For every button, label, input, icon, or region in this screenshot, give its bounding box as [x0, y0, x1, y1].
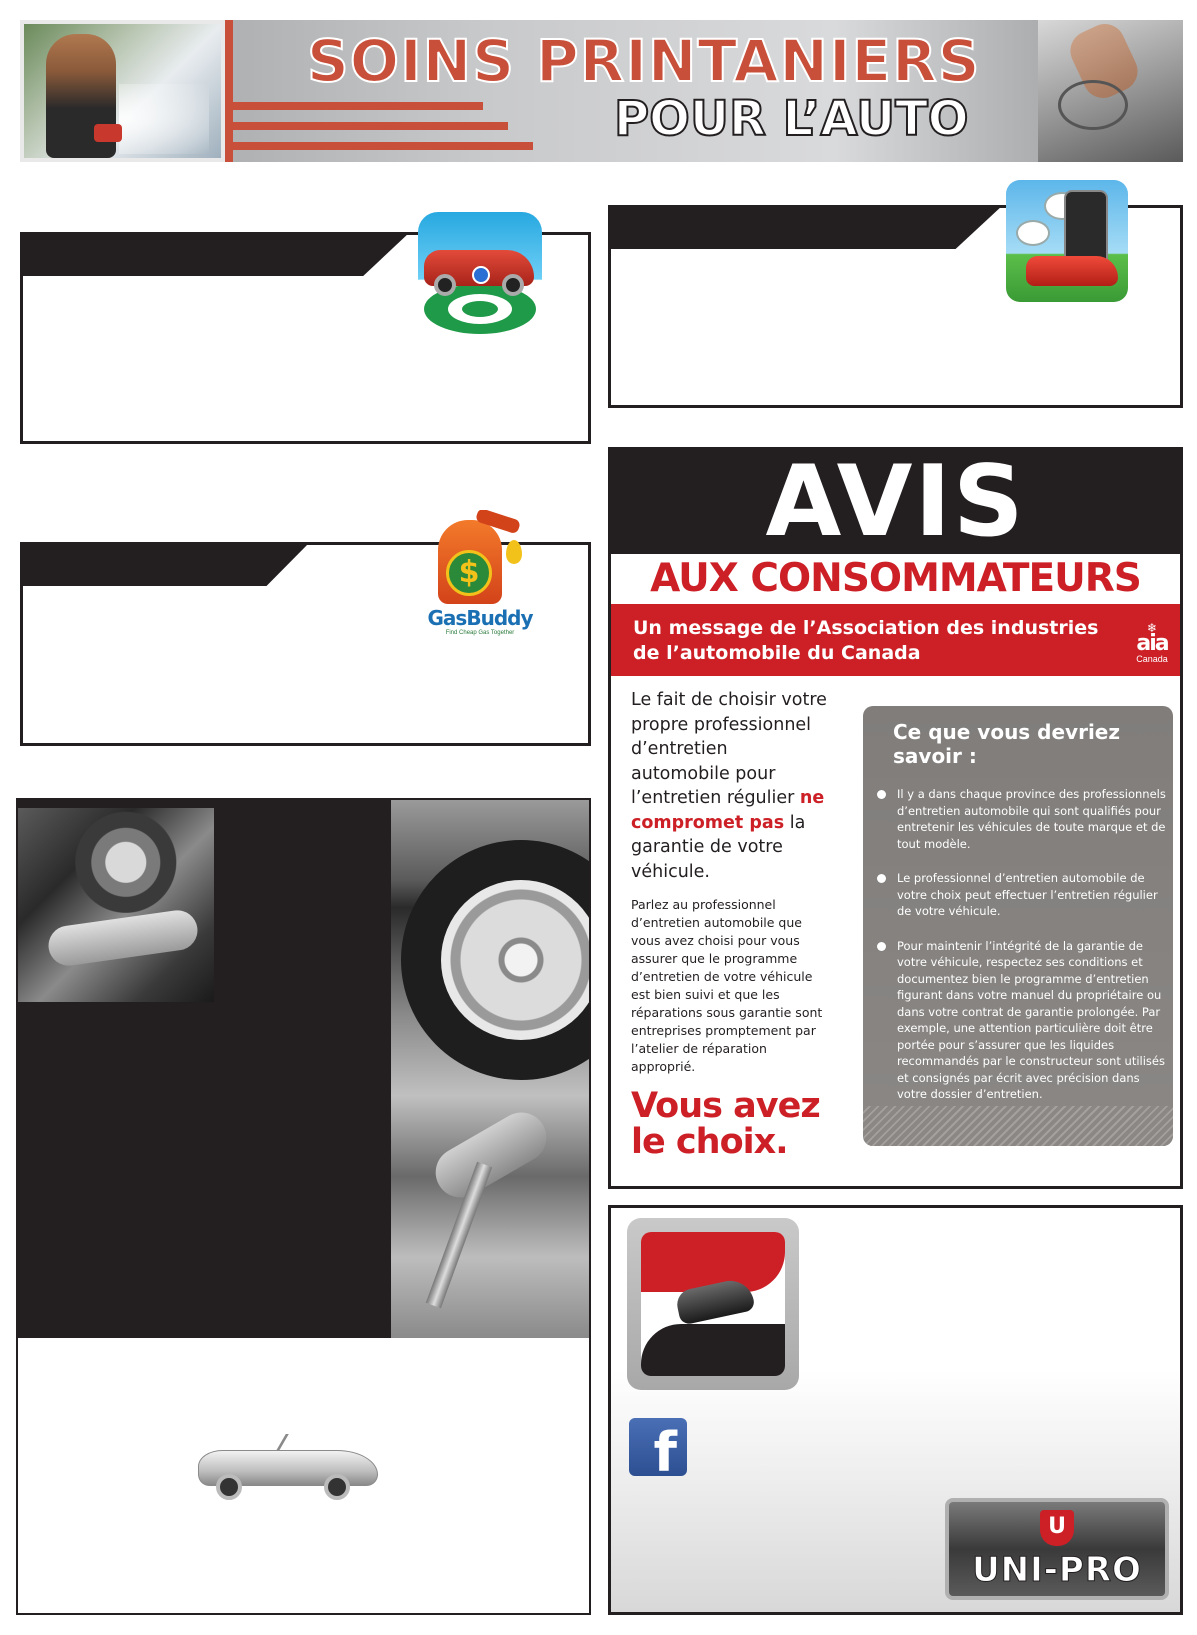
- notice-subtitle: AUX CONSOMMATEURS: [650, 556, 1141, 601]
- what-to-know-list: [877, 786, 1167, 1121]
- aia-canada-logo: ❄ aia Canada: [1130, 622, 1174, 668]
- list-item: Le professionnel d’entretien automobile de votre choix peut effectuer l’entretien régulier de votre véhicule.: [877, 870, 1167, 920]
- car-finder-app-icon: [418, 212, 542, 334]
- header-banner: [20, 20, 1183, 162]
- notice-body-text: Parlez au professionnel d’entretien automobile que vous avez choisi pour vous assurer que le programme d’entretien de votre véhicule est bien suivi et que les réparations sous garantie sont entreprises promptement par l’atelier de réparation approprié.: [631, 897, 823, 1074]
- maple-leaf-icon: ❄: [1146, 621, 1158, 635]
- unipro-ad-box: [608, 1205, 1183, 1615]
- car-keys-photo: [1038, 20, 1183, 162]
- banner-stripe: [233, 102, 483, 110]
- unipro-app-icon: [627, 1218, 799, 1390]
- convertible-car-image: [198, 1430, 378, 1500]
- facebook-icon[interactable]: f: [629, 1418, 687, 1476]
- mechanic-photo-panel: [16, 798, 591, 1615]
- bullet-icon: [877, 790, 886, 799]
- app-box-header-bar: [608, 205, 1003, 249]
- app-box-header-bar: [20, 542, 310, 586]
- banner-title: SOINS PRINTANIERS: [307, 27, 981, 95]
- tire-change-photo: [391, 800, 589, 1338]
- consumer-notice-ad: [608, 447, 1183, 1189]
- car-wash-photo: [20, 20, 225, 162]
- banner-subtitle: POUR L’AUTO: [614, 91, 969, 147]
- engine-check-photo: [18, 808, 214, 1002]
- car-phone-app-icon: [1006, 180, 1128, 302]
- gasbuddy-app-icon: [426, 510, 534, 640]
- notice-title: AVIS: [765, 447, 1026, 559]
- banner-stripe: [233, 122, 508, 130]
- bullet-icon: [877, 874, 886, 883]
- notice-slogan: Vous avez le choix.: [631, 1086, 820, 1162]
- banner-accent-bar: [225, 20, 233, 162]
- notice-left-column: [631, 688, 831, 1160]
- what-to-know-title: Ce que vous devriez savoir :: [893, 720, 1121, 768]
- notice-lead-text: Le fait de choisir votre propre professionnel d’entretien automobile pour l’entretien régulier ne compromet pas la garantie de votre véhicule.: [631, 690, 827, 882]
- unipro-badge-icon: U: [1040, 1510, 1074, 1546]
- bullet-icon: [877, 942, 886, 951]
- association-message: Un message de l’Association des industries de l’automobile du Canada: [633, 617, 1099, 664]
- banner-stripe: [233, 142, 533, 150]
- association-message-band: [611, 604, 1180, 676]
- unipro-logo: [945, 1498, 1169, 1600]
- gasbuddy-tagline: Find Cheap Gas Together: [445, 630, 515, 636]
- app-box-header-bar: [20, 232, 410, 276]
- list-item: Pour maintenir l’intégrité de la garantie de votre véhicule, respectez ses conditions et documentez bien le programme d’entretien figurant dans votre manuel du propriétaire ou dans votre contrat de garantie prolongée. Par exemple, une attention particulière doit être portée pour s’assurer que les liquides recommandés par le constructeur sont utilisés et consignés par écrit avec précision dans votre dossier d’entretien.: [877, 938, 1167, 1103]
- gasbuddy-logo-text: GasBuddy: [427, 606, 533, 630]
- dollar-icon: $: [446, 550, 492, 596]
- what-to-know-box: [863, 706, 1173, 1146]
- notice-header: [611, 447, 1180, 559]
- notice-emphasis: ne compromet pas: [631, 788, 825, 833]
- dark-panel-background: [18, 800, 589, 1338]
- list-item: Il y a dans chaque province des professionnels d’entretien automobile qui sont qualifiés pour entretenir les véhicules de toute marque et de tout modèle.: [877, 786, 1167, 852]
- unipro-logo-text: UNI-PRO: [972, 1550, 1142, 1590]
